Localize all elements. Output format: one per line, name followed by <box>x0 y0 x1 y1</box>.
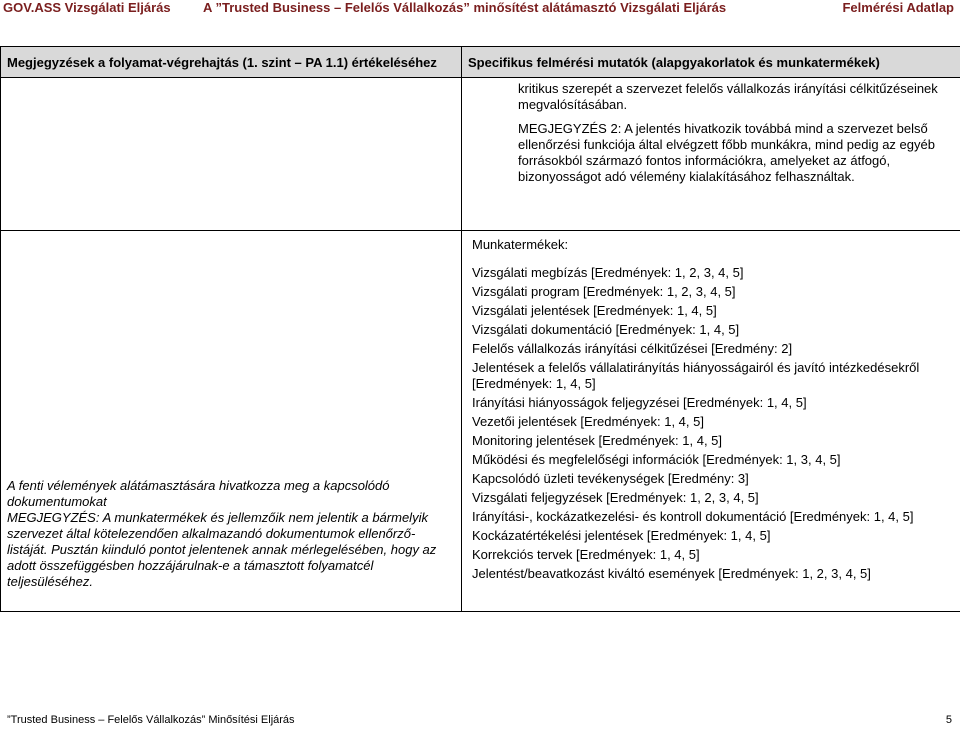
header-right-title: Felmérési Adatlap <box>842 0 954 15</box>
reference-note: A fenti vélemények alátámasztására hivatkozza meg a kapcsolódó dokumentumokat <box>7 478 390 509</box>
list-item: Vizsgálati program [Eredmények: 1, 2, 3, 4, 5] <box>472 284 736 299</box>
list-item: Irányítási-, kockázatkezelési- és kontroll dokumentáció [Eredmények: 1, 4, 5] <box>472 509 914 524</box>
list-item: Vezetői jelentések [Eredmények: 1, 4, 5] <box>472 414 704 429</box>
list-item: Felelős vállalkozás irányítási célkitűzései [Eredmény: 2] <box>472 341 793 356</box>
header-center-title: A ”Trusted Business – Felelős Vállalkozás” minősítést alátámasztó Vizsgálati Eljárás <box>203 0 727 15</box>
page-header <box>0 0 960 16</box>
work-products-title: Munkatermékek: <box>472 237 569 252</box>
work-products-disclaimer: MEGJEGYZÉS: A munkatermékek és jellemzőik nem jelentik a bármelyik szervezet által kötelezendően alkalmazandó dokumentumok ellenőrző-listáját. Pusztán kiinduló pontot jelentenek annak mérlegelésében, hogy az adott összefüggésben hozzájárulnak-e a támasztott folyamatcél teljesüléséhez. <box>7 510 437 589</box>
list-item: Jelentést/beavatkozást kiváltó események [Eredmények: 1, 2, 3, 4, 5] <box>472 566 871 581</box>
page-footer <box>0 712 960 728</box>
list-item: Vizsgálati jelentések [Eredmények: 1, 4, 5] <box>472 303 717 318</box>
empty-notes-cell <box>1 78 462 231</box>
notes-cell <box>1 231 462 612</box>
table-row-continuation <box>1 78 960 231</box>
table-header-row <box>1 47 960 78</box>
note-2-paragraph: MEGJEGYZÉS 2: A jelentés hivatkozik továbbá mind a szervezet belső ellenőrzési funkciója által elvégzett főbb munkákra, mind pedig az egyéb forrásokból származó fontos információkra, amelyeket az átfogó, bizonyosságot adó vélemény kialakításához felhasználtak. <box>518 121 935 184</box>
footer-title: ”Trusted Business – Felelős Vállalkozás” Minősítési Eljárás <box>7 714 295 726</box>
page-number: 5 <box>945 714 952 726</box>
list-item: Vizsgálati dokumentáció [Eredmények: 1, 4, 5] <box>472 322 740 337</box>
header-left-title: GOV.ASS Vizsgálati Eljárás <box>3 0 171 15</box>
list-item: Kockázatértékelési jelentések [Eredmények: 1, 4, 5] <box>472 528 771 543</box>
continuation-cell <box>462 78 960 231</box>
list-item: Működési és megfelelőségi információk [Eredmények: 1, 3, 4, 5] <box>472 452 841 467</box>
list-item: Vizsgálati megbízás [Eredmények: 1, 2, 3, 4, 5] <box>472 265 744 280</box>
assessment-table <box>0 46 960 612</box>
list-item: Korrekciós tervek [Eredmények: 1, 4, 5] <box>472 547 700 562</box>
column-header-notes: Megjegyzések a folyamat-végrehajtás (1. szint – PA 1.1) értékeléséhez <box>1 47 462 78</box>
list-item: Jelentések a felelős vállalatirányítás hiányosságairól és javító intézkedésekről [Eredmények: 1, 4, 5] <box>472 360 920 391</box>
list-item: Kapcsolódó üzleti tevékenységek [Eredmény: 3] <box>472 471 749 486</box>
table-row-work-products <box>1 231 960 612</box>
work-products-cell <box>462 231 960 612</box>
list-item: Irányítási hiányosságok feljegyzései [Eredmények: 1, 4, 5] <box>472 395 807 410</box>
continuation-paragraph: kritikus szerepét a szervezet felelős vállalkozás irányítási célkitűzéseinek megvalósításában. <box>518 81 938 112</box>
column-header-indicators: Specifikus felmérési mutatók (alapgyakorlatok és munkatermékek) <box>462 47 960 78</box>
list-item: Monitoring jelentések [Eredmények: 1, 4, 5] <box>472 433 723 448</box>
list-item: Vizsgálati feljegyzések [Eredmények: 1, 2, 3, 4, 5] <box>472 490 759 505</box>
